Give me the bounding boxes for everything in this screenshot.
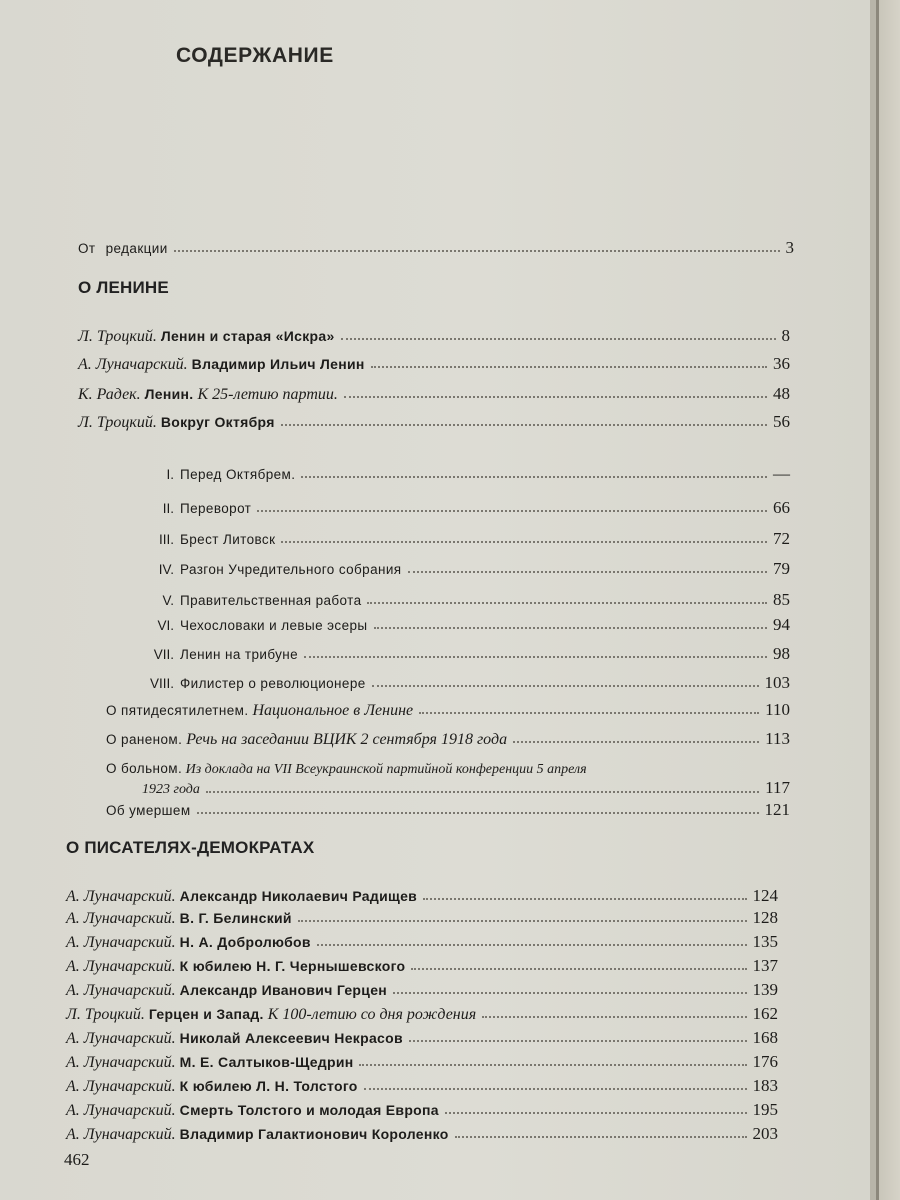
toc-entry xyxy=(78,354,790,375)
entry-author: А. Луначарский. xyxy=(66,982,176,999)
entry-subtitle-cont: 1923 года xyxy=(142,782,200,797)
toc-entry xyxy=(66,1100,778,1121)
chapter-row xyxy=(124,464,790,485)
dot-leader xyxy=(482,1015,746,1018)
dot-leader xyxy=(455,1135,747,1138)
dot-leader xyxy=(197,811,759,814)
page-number: 113 xyxy=(765,729,790,748)
next-page-edge xyxy=(879,0,900,1200)
page-number: 203 xyxy=(752,1124,778,1143)
page-number: 85 xyxy=(773,590,790,609)
toc-entry xyxy=(106,800,790,821)
entry-label: О раненом. xyxy=(106,732,183,747)
entry-subtitle: Национальное в Ленине xyxy=(252,702,414,719)
page-number: 79 xyxy=(773,559,790,578)
dot-leader xyxy=(371,365,767,368)
page-number: 137 xyxy=(752,956,778,975)
entry-line xyxy=(106,779,790,799)
page-number: 36 xyxy=(773,354,790,373)
entry-author: А. Луначарский. xyxy=(66,1030,176,1047)
dot-leader xyxy=(419,711,759,714)
chapter-row xyxy=(124,559,790,580)
chapter-row xyxy=(124,615,790,636)
dot-leader xyxy=(408,570,767,573)
toc-entry xyxy=(66,1052,778,1073)
dot-leader xyxy=(304,655,767,658)
entry-author: А. Луначарский. xyxy=(66,1078,176,1095)
chapter-title: Правительственная работа xyxy=(180,593,362,608)
chapter-title: Чехословаки и левые эсеры xyxy=(180,618,368,633)
toc-entry xyxy=(66,1028,778,1049)
entry-author: Л. Троцкий. xyxy=(78,414,157,431)
entry-title: К юбилею Н. Г. Чернышевского xyxy=(179,958,406,974)
page-number: 48 xyxy=(773,384,790,403)
page-number: 56 xyxy=(773,412,790,431)
chapter-title: Перед Октябрем. xyxy=(180,467,296,482)
entry-title: Вокруг Октября xyxy=(160,414,275,430)
toc-entry xyxy=(66,980,778,1001)
toc-entry-multiline xyxy=(106,760,790,799)
chapter-title: Ленин на трибуне xyxy=(180,647,299,662)
toc-entry xyxy=(66,1076,778,1097)
page-number: 103 xyxy=(764,673,790,692)
dot-leader xyxy=(206,790,759,793)
toc-entry xyxy=(66,886,778,907)
entry-line xyxy=(106,760,790,779)
page-number: 94 xyxy=(773,615,790,634)
entry-author: К. Радек. xyxy=(78,386,141,403)
dot-leader xyxy=(374,626,768,629)
chapter-number: III. xyxy=(158,532,174,547)
contents-title: СОДЕРЖАНИЕ xyxy=(176,44,334,67)
toc-entry xyxy=(66,1004,778,1025)
page-number: 139 xyxy=(752,980,778,999)
page-number: 8 xyxy=(781,326,790,345)
entry-label: Об умершем xyxy=(106,803,191,818)
chapter-number: V. xyxy=(162,593,174,608)
page-number: 3 xyxy=(785,238,794,257)
entry-title: В. Г. Белинский xyxy=(179,910,292,926)
entry-author: А. Луначарский. xyxy=(66,1102,176,1119)
entry-author: А. Луначарский. xyxy=(78,356,188,373)
toc-entry xyxy=(78,412,790,433)
toc-entry xyxy=(106,729,790,750)
dot-leader xyxy=(364,1087,747,1090)
entry-label: О пятидесятилетнем. xyxy=(106,703,249,718)
chapter-title: Разгон Учредительного собрания xyxy=(180,562,402,577)
entry-title: М. Е. Салтыков-Щедрин xyxy=(179,1054,354,1070)
chapter-title: Брест Литовск xyxy=(180,532,276,547)
page-number: 135 xyxy=(752,932,778,951)
entry-title: Александр Иванович Герцен xyxy=(179,982,388,998)
dot-leader xyxy=(281,540,767,543)
dot-leader xyxy=(393,991,746,994)
entry-title: Ленин. xyxy=(144,386,194,402)
page-number: 128 xyxy=(752,908,778,927)
section-heading-lenin: О ЛЕНИНЕ xyxy=(78,278,169,297)
page-number: 162 xyxy=(752,1004,778,1023)
dot-leader xyxy=(372,684,759,687)
toc-entry xyxy=(106,700,790,721)
entry-title: Владимир Ильич Ленин xyxy=(191,356,365,372)
chapter-title: Филистер о революционере xyxy=(180,676,366,691)
chapter-number: I. xyxy=(166,467,174,482)
toc-row-preface xyxy=(78,238,794,259)
toc-entry xyxy=(78,384,790,405)
dot-leader xyxy=(411,967,746,970)
entry-title: Н. А. Добролюбов xyxy=(179,934,311,950)
toc-entry xyxy=(78,326,790,347)
page-number: — xyxy=(773,464,790,483)
entry-author: Л. Троцкий. xyxy=(66,1006,145,1023)
dot-leader xyxy=(257,509,767,512)
page-number: 124 xyxy=(752,886,778,905)
dot-leader xyxy=(513,740,759,743)
toc-entry xyxy=(66,1124,778,1145)
entry-title: Николай Алексеевич Некрасов xyxy=(179,1030,403,1046)
entry-author: А. Луначарский. xyxy=(66,1126,176,1143)
toc-entry xyxy=(66,932,778,953)
page-number: 121 xyxy=(764,800,790,819)
toc-entry xyxy=(66,908,778,929)
chapter-row xyxy=(124,498,790,519)
dot-leader xyxy=(298,919,747,922)
entry-title: Ленин и старая «Искра» xyxy=(160,328,335,344)
entry-subtitle: К 25-летию партии. xyxy=(197,386,338,403)
chapter-row xyxy=(124,673,790,694)
entry-author: А. Луначарский. xyxy=(66,888,176,905)
chapter-number: VI. xyxy=(157,618,174,633)
page-number: 98 xyxy=(773,644,790,663)
page-number: 66 xyxy=(773,498,790,517)
section-heading-writers: О ПИСАТЕЛЯХ-ДЕМОКРАТАХ xyxy=(66,838,315,857)
entry-author: Л. Троцкий. xyxy=(78,328,157,345)
page-number: 117 xyxy=(765,778,790,797)
entry-title: Герцен и Запад. xyxy=(148,1006,264,1022)
dot-leader xyxy=(359,1063,746,1066)
dot-leader xyxy=(174,249,780,252)
entry-author: А. Луначарский. xyxy=(66,958,176,975)
entry-subtitle: Речь на заседании ВЦИК 2 сентября 1918 года xyxy=(186,731,508,748)
dot-leader xyxy=(409,1039,747,1042)
dot-leader xyxy=(341,337,776,340)
entry-title: Владимир Галактионович Короленко xyxy=(179,1126,449,1142)
chapter-row xyxy=(124,644,790,665)
toc-entry xyxy=(66,956,778,977)
page-number: 110 xyxy=(765,700,790,719)
chapter-number: IV. xyxy=(158,562,174,577)
dot-leader xyxy=(301,475,767,478)
dot-leader xyxy=(281,423,767,426)
entry-author: А. Луначарский. xyxy=(66,1054,176,1071)
page-number: 168 xyxy=(752,1028,778,1047)
entry-title: К юбилею Л. Н. Толстого xyxy=(179,1078,358,1094)
dot-leader xyxy=(445,1111,747,1114)
entry-subtitle: Из доклада на VII Всеукраинской партийной конференции 5 апреля xyxy=(185,762,587,777)
chapter-number: II. xyxy=(162,501,174,516)
chapter-number: VIII. xyxy=(149,676,174,691)
chapter-title: Переворот xyxy=(180,501,252,516)
page-number: 72 xyxy=(773,529,790,548)
page-folio: 462 xyxy=(64,1150,90,1169)
page-number: 176 xyxy=(752,1052,778,1071)
dot-leader xyxy=(423,897,746,900)
entry-author: А. Луначарский. xyxy=(66,910,176,927)
entry-author: А. Луначарский. xyxy=(66,934,176,951)
page-number: 195 xyxy=(752,1100,778,1119)
chapter-row xyxy=(124,529,790,550)
chapter-number: VII. xyxy=(153,647,174,662)
dot-leader xyxy=(344,395,767,398)
page-number: 183 xyxy=(752,1076,778,1095)
entry-subtitle: К 100-летию со дня рождения xyxy=(267,1006,477,1023)
dot-leader xyxy=(367,601,767,604)
chapter-row xyxy=(124,590,790,611)
entry-title: Смерть Толстого и молодая Европа xyxy=(179,1102,439,1118)
entry-title: Александр Николаевич Радищев xyxy=(179,888,418,904)
preface-label: От редакции xyxy=(78,241,168,256)
entry-label: О больном. xyxy=(106,761,183,776)
dot-leader xyxy=(317,943,747,946)
